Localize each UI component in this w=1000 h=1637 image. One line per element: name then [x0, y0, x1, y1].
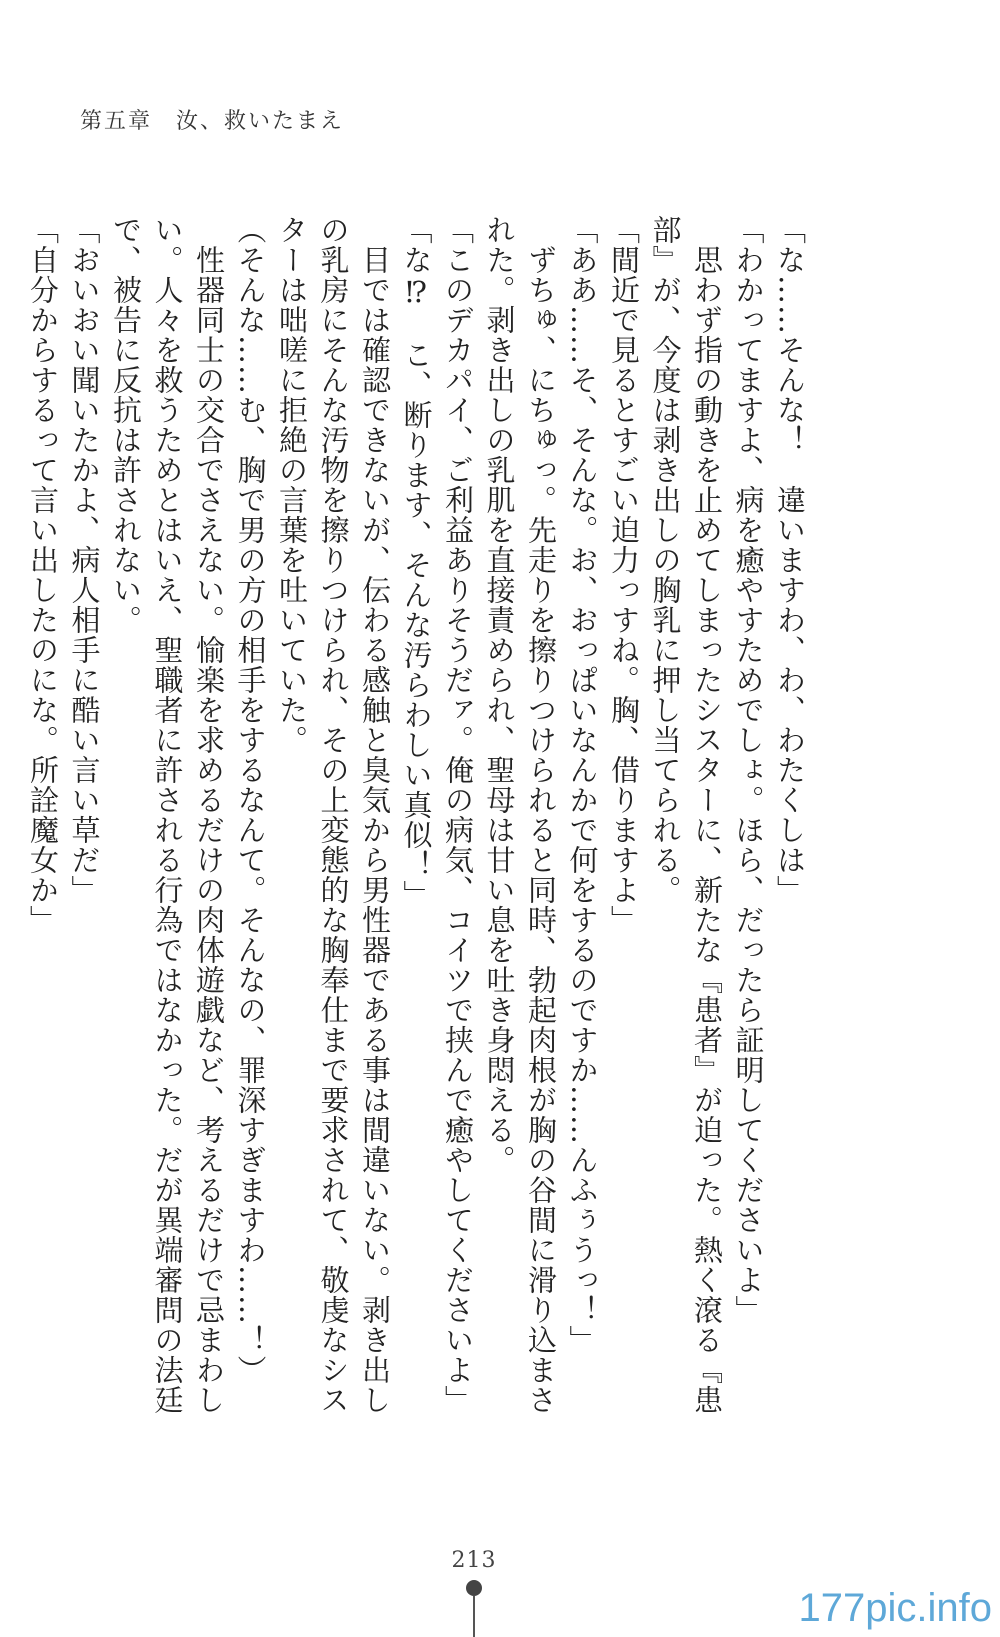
text-line: 「このデカパイ、ご利益ありそうだァ。俺の病気、コイツで挟んで癒やしてくださいよ」: [441, 215, 475, 1415]
body-text: [22, 215, 811, 1415]
folio-line-divider: [473, 1596, 475, 1637]
text-line: ターは咄嗟に拒絶の言葉を吐いていた。: [275, 215, 309, 755]
text-line: 「自分からするって言い出したのにな。所詮魔女か」: [26, 215, 60, 935]
text-line: で、被告に反抗は許されない。: [109, 215, 143, 635]
text-line: 「な⁉ こ、断ります、そんな汚らわしい真似！」: [399, 215, 434, 910]
text-line: （そんな……む、胸で男の方の相手をするなんて。そんなの、罪深すぎますわ……！）: [233, 215, 268, 1385]
page-number: 213: [451, 1548, 497, 1573]
text-line: い。人々を救うためとはいえ、聖職者に許される行為ではなかった。だが異端審問の法廷: [150, 215, 185, 1415]
folio-dot-icon: [466, 1580, 482, 1596]
text-line: 目では確認できないが、伝わる感触と臭気から男性器である事は間違いない。剥き出し: [358, 215, 392, 1415]
text-line: 性器同士の交合でさえない。愉楽を求めるだけの肉体遊戯など、考えるだけで忌まわし: [192, 215, 226, 1415]
chapter-title: 第五章 汝、救いたまえ: [80, 109, 345, 134]
text-line: 「ああ……そ、そんな。お、おっぱいなんかで何をするのですか……んふぅうっ！」: [565, 215, 600, 1355]
text-line: 思わず指の動きを止めてしまったシスターに、新たな『患者』が迫った。熱く滾る『患: [690, 215, 724, 1415]
text-line: れた。剥き出しの乳肌を直接責められ、聖母は甘い息を吐き身悶える。: [482, 215, 517, 1175]
text-line: 「な……そんな！ 違いますわ、わ、わたくしは」: [773, 215, 807, 905]
watermark: 177pic.info: [798, 1586, 992, 1630]
text-line: 部』が、今度は剥き出しの胸乳に押し当てられる。: [648, 215, 683, 905]
text-line: 「わかってますよ、病を癒やすためでしょ。ほら、だったら証明してくださいよ」: [731, 215, 766, 1325]
text-line: の乳房にそんな汚物を擦りつけられ、その上変態的な胸奉仕まで要求されて、敬虔なシス: [316, 215, 351, 1415]
text-line: ずちゅ、にちゅっ。先走りを擦りつけられると同時、勃起肉根が胸の谷間に滑り込まさ: [524, 215, 558, 1415]
text-line: 「おいおい聞いたかよ、病人相手に酷い言い草だ」: [67, 215, 102, 905]
text-line: 「間近で見るとすごい迫力っすね。胸、借りますよ」: [607, 215, 641, 935]
